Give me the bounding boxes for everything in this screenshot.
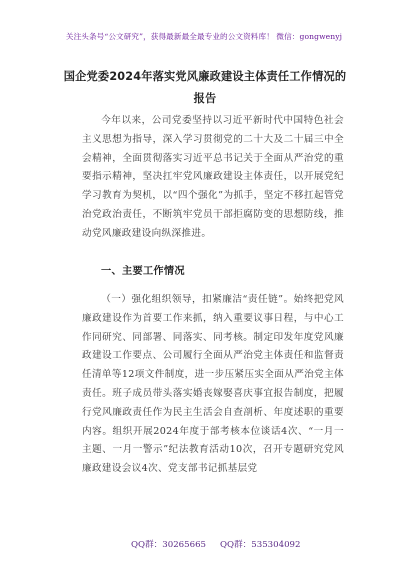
footer-qq-group-left: QQ群：30265665 <box>131 540 207 550</box>
header-banner: 关注头条号“公文研究”，获得最新最全最专业的公文资料库！ 微信：gongwenyj <box>65 32 343 41</box>
footer <box>0 538 408 552</box>
paragraph-intro: 今年以来，公司党委坚持以习近平新时代中国特色社会主义思想为指导，深入学习贯彻党的二十大及二十届三中全会精神，全面贯彻落实习近平总书记关于全面从严治党的重要指示精神，坚决扛牢党风廉政建设主体责任，以开展党纪学习教育为契机，以“四个强化”为抓手，坚定不移扛起管党治党政治责任，不断筑牢党员干部拒腐防变的思想防线，推动党风廉政建设向纵深推进。 <box>82 115 344 239</box>
section-heading: 一、主要工作情况 <box>101 266 185 277</box>
paragraph-organization: （一）强化组织领导，扣紧廉洁“责任链”。始终把党风廉政建设作为首要工作来抓，纳入重要议事日程，与中心工作同研究、同部署、同落实、同考核。制定印发年度党风廉政建设工作要点、公司履行全面从严治党主体责任和监督责任清单等12项文件制度，进一步压紧压实全面从严治党主体责任。班子成员带头落实婚丧嫁娶喜庆事宜报告制度，把履行党风廉政责任作为民主生活会自查剖析、年度述职的重要内容。组织开展2024年度于部考核本位谈话4次、“一月一主题、一月一警示”纪法教育活动10次，召开专题研究党风廉政建设会议4次、党支部书记抓基层党 <box>82 294 344 475</box>
document-title: 国企党委2024年落实党风廉政建设主体责任工作情况的报告 <box>63 70 347 105</box>
footer-qq-group-right: QQ群：535304092 <box>220 540 301 550</box>
